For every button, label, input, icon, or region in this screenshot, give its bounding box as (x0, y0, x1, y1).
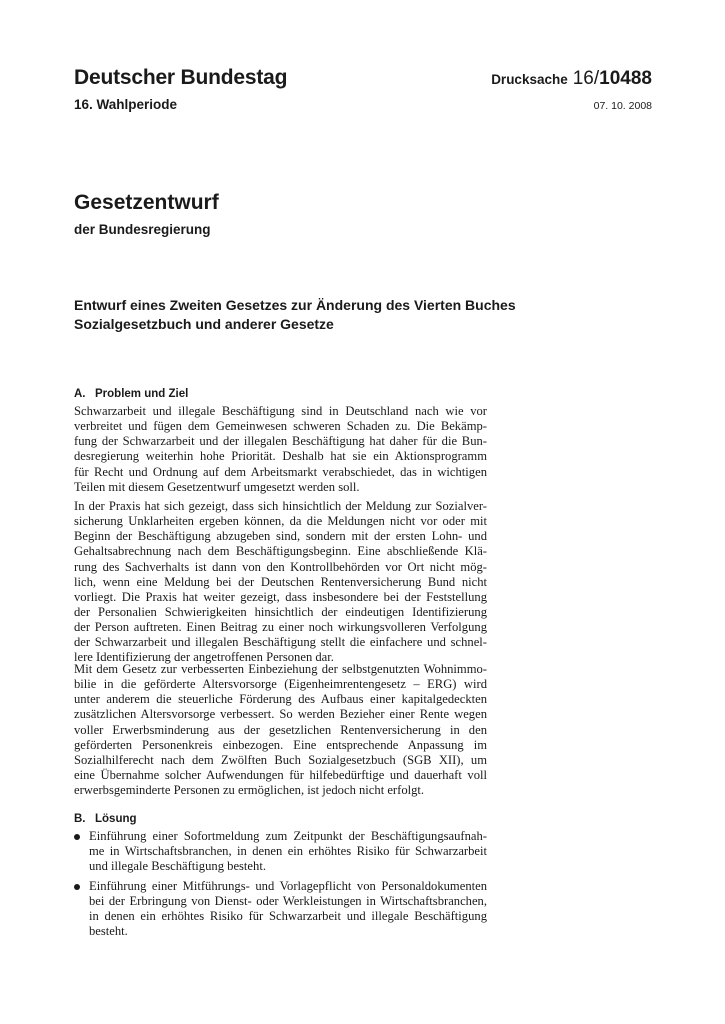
section-number: B. (74, 813, 86, 825)
text-line: verbreitet und fügen dem Gemeinwesen schweren Schaden zu. Die Bekämp- (74, 419, 487, 434)
section-title: Problem und Ziel (95, 388, 189, 400)
text-line: und illegale Beschäftigung besteht. (89, 859, 266, 874)
section-number: A. (74, 388, 86, 400)
text-line: der Personalien Schwierigkeiten hinsichtlich der eindeutigen Identifizierung (74, 604, 487, 619)
drucksache-reference (491, 68, 652, 90)
text-line: geförderten Personenkreis einbezogen. Eine entsprechende Anpassung im (74, 737, 487, 752)
text-line: sicherung Unklarheiten ergeben können, da die Meldungen nicht vor oder mit (74, 514, 487, 529)
text-line: für Recht und Ordnung auf dem Arbeitsmarkt verabschiedet, das in wichtigen (74, 464, 487, 479)
text-line: in denen ein erhöhtes Risiko für Schwarzarbeit und illegale Beschäftigung (89, 909, 487, 924)
section-title: Lösung (95, 813, 137, 825)
text-line: Mit dem Gesetz zur verbesserten Einbeziehung der selbstgenutzten Wohnimmo- (74, 662, 487, 676)
drucksache-number: 10488 (599, 68, 652, 89)
text-line: eine Übernahme solcher Aufwendungen für hilfebedürftige und dauerhaft voll (74, 767, 487, 782)
text-line: Einführung einer Sofortmeldung zum Zeitpunkt der Beschäftigungsaufnah- (89, 829, 487, 843)
text-line: unter anderem die steuerliche Förderung des Aufbaus einer kapitalgedeckten (74, 692, 487, 707)
subject-line: Sozialgesetzbuch und anderer Gesetze (74, 316, 334, 332)
parliament-title: Deutscher Bundestag (74, 66, 288, 89)
text-line: me in Wirtschaftsbranchen, in denen ein erhöhtes Risiko für Schwarzarbeit (89, 844, 487, 859)
text-line: Teilen mit diesem Gesetzentwurf umgesetzt werden soll. (74, 479, 360, 494)
text-line: zusätzlichen Altersvorsorge verbessert. So werden Bezieher einer Rente wegen (74, 707, 487, 722)
paragraph-problem-2 (74, 499, 487, 666)
legislative-period: 16. Wahlperiode (74, 97, 178, 112)
text-line: fung der Schwarzarbeit und der illegalen Beschäftigung hat daher für die Bun- (74, 434, 487, 449)
bullet-icon (74, 884, 80, 890)
text-line: Gehaltsabrechnung nach dem Beschäftigungsbeginn. Eine abschließende Klä- (74, 544, 487, 559)
text-line: desregierung weiterhin hohe Priorität. Deshalb hat sie ein Aktionsprogramm (74, 449, 487, 464)
paragraph-problem-1 (74, 404, 487, 495)
text-line: rung des Sachverhalts ist dann von den Kontrollbehörden vor Ort nicht mög- (74, 559, 487, 574)
document-subject (74, 296, 574, 334)
section-a-heading (74, 388, 188, 400)
text-line: der Person auftreten. Einen Beitrag zu einer noch wirkungsvolleren Verfolgung (74, 620, 487, 635)
section-b-heading (74, 813, 137, 825)
text-line: besteht. (89, 924, 128, 939)
text-line: bilie in die geförderte Altersvorsorge (Eigenheimrentengesetz – ERG) wird (74, 677, 487, 692)
document-date: 07. 10. 2008 (593, 100, 652, 112)
text-line: Sozialhilferecht nach dem Zwölften Buch Sozialgesetzbuch (SGB XII), um (74, 752, 487, 767)
drucksache-number-prefix: 16/ (572, 68, 600, 89)
text-line: bei der Erbringung von Dienst- oder Werkleistungen in Wirtschaftsbranchen, (89, 894, 487, 909)
document-type-heading: Gesetzentwurf (74, 191, 219, 214)
text-line: Einführung einer Mitführungs- und Vorlagepflicht von Personaldokumenten (89, 879, 487, 893)
text-line: vorliegt. Die Praxis hat weiter gezeigt, dass insbesondere bei der Feststellung (74, 589, 487, 604)
drucksache-label: Drucksache (491, 72, 568, 87)
text-line: Beginn der Beschäftigung abzugeben sind, sondern mit der ersten Lohn- und (74, 529, 487, 544)
bullet-text (89, 829, 487, 874)
text-line: der Schwarzarbeit und illegalen Beschäftigung stellt die einfachere und schnel- (74, 635, 487, 650)
text-line: Schwarzarbeit und illegale Beschäftigung sind in Deutschland nach wie vor (74, 404, 487, 418)
text-line: lich, wenn eine Meldung bei der Deutschen Rentenversicherung Bund nicht (74, 574, 487, 589)
text-line: erwerbsgeminderte Personen zu ermöglichen, ist jedoch nicht erfolgt. (74, 783, 425, 798)
document-author: der Bundesregierung (74, 222, 211, 237)
text-line: lere Identifizierung der angetroffenen Personen dar. (74, 650, 334, 665)
text-line: In der Praxis hat sich gezeigt, dass sich hinsichtlich der Meldung zur Sozialver- (74, 499, 487, 513)
bullet-icon (74, 834, 80, 840)
subject-line: Entwurf eines Zweiten Gesetzes zur Änderung des Vierten Buches (74, 297, 516, 313)
bullet-text (89, 879, 487, 940)
text-line: voller Erwerbsminderung aus der gesetzlichen Rentenversicherung in den (74, 722, 487, 737)
paragraph-problem-3 (74, 662, 487, 798)
